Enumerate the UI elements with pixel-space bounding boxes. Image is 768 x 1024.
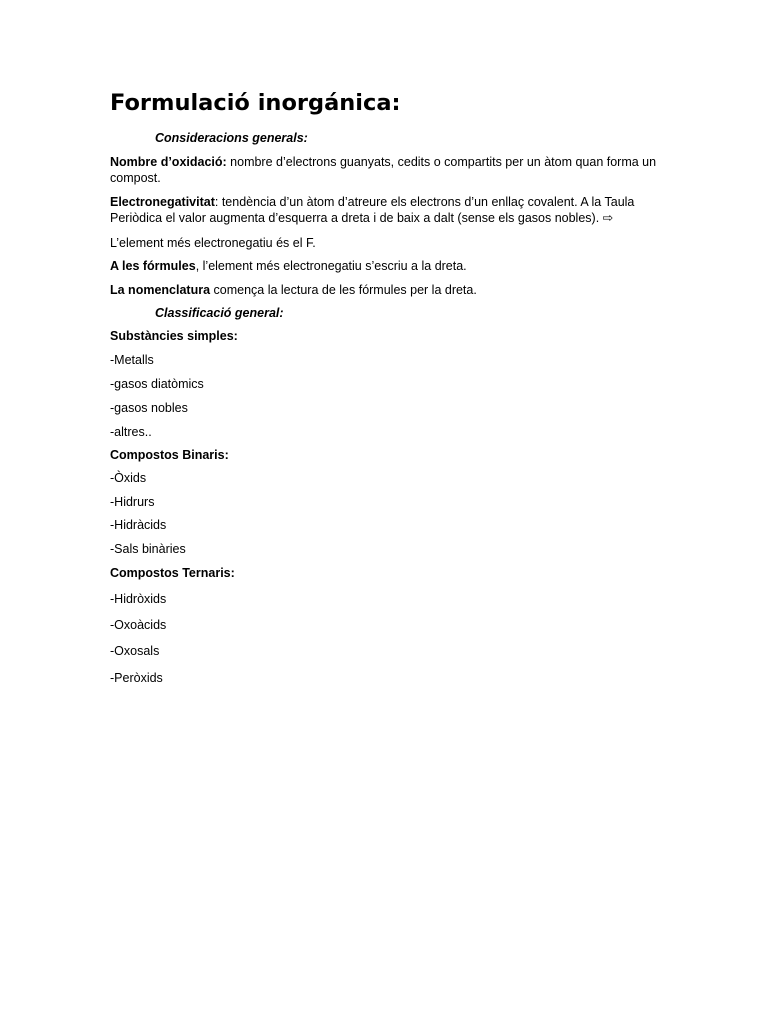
formulas-text: , l’element més electronegatiu s’escriu a la dreta. [195,259,467,273]
page-title: Formulació inorgánica: [110,90,401,116]
considerations-heading: Consideracions generals: [155,131,308,145]
list-item: -Metalls [110,353,154,367]
list-item: -gasos diatòmics [110,377,204,391]
simple-heading: Substàncies simples: [110,329,238,343]
ternary-heading: Compostos Ternaris: [110,566,235,580]
list-item: -Peròxids [110,671,163,685]
electronegativity-text: : tendència d’un àtom d’atreure els electrons d’un enllaç covalent. A la Taula Periòdica el valor augmenta d’esquerra a dreta i de baix a dalt (sense els gasos nobles). ⇨ [110,195,635,225]
nomenclature-text: comença la lectura de les fórmules per la dreta. [210,283,477,297]
binary-heading: Compostos Binaris: [110,448,229,462]
list-item: -Sals binàries [110,542,186,556]
oxidation-text: nombre d’electrons guanyats, cedits o compartits per un àtom quan forma un compost. [110,155,657,185]
nomenclature-term: La nomenclatura [110,283,211,297]
most-electronegative-line: L’element més electronegatiu és el F. [110,236,316,250]
list-item: -Hidrurs [110,495,155,509]
nomenclature-line [110,282,477,298]
list-item: -Hidràcids [110,518,167,532]
list-item: -Oxosals [110,644,160,658]
electronegativity-paragraph [110,194,665,226]
list-item: -altres.. [110,425,152,439]
oxidation-paragraph [110,154,665,186]
list-item: -Oxoàcids [110,618,167,632]
list-item: -gasos nobles [110,401,188,415]
list-item: -Òxids [110,471,147,485]
formulas-line [110,258,467,274]
electronegativity-term: Electronegativitat [110,195,215,209]
formulas-term: A les fórmules [110,259,196,273]
classification-heading: Classificació general: [155,306,284,320]
list-item: -Hidròxids [110,592,167,606]
oxidation-term: Nombre d’oxidació: [110,155,227,169]
